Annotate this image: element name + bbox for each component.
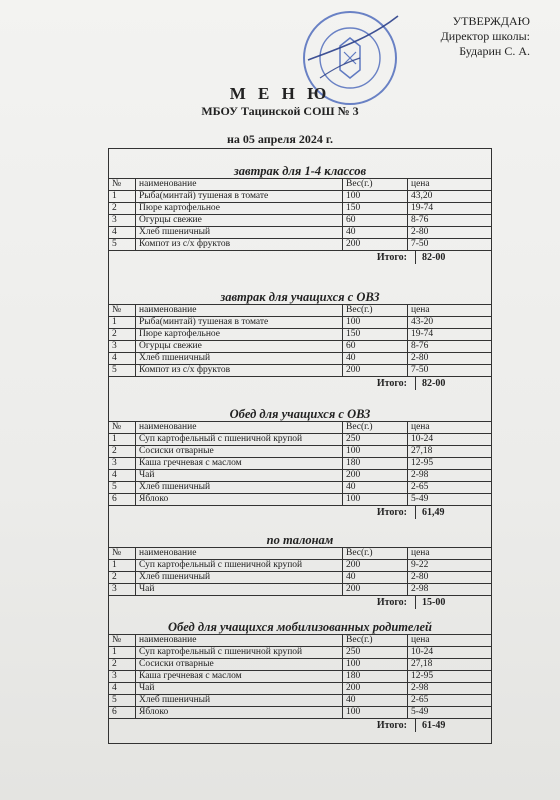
table-cell: Сосиски отварные bbox=[136, 659, 343, 671]
table-cell: 3 bbox=[109, 458, 136, 470]
table-cell: 2-80 bbox=[408, 353, 492, 365]
table-cell: 2-98 bbox=[408, 584, 492, 596]
table-cell: 2-65 bbox=[408, 695, 492, 707]
table-cell: Компот из с/х фруктов bbox=[136, 239, 343, 251]
column-header: наименование bbox=[136, 305, 343, 317]
table-row bbox=[109, 482, 492, 494]
total-value: 82-00 bbox=[415, 251, 462, 264]
section-title: Обед для учащихся с ОВЗ bbox=[229, 407, 371, 421]
column-header: № bbox=[109, 548, 136, 560]
table-cell: Каша гречневая с маслом bbox=[136, 671, 343, 683]
menu-section bbox=[108, 290, 492, 390]
table-header-row bbox=[109, 422, 492, 434]
table-cell: Суп картофельный с пшеничной крупой bbox=[136, 560, 343, 572]
menu-table bbox=[108, 634, 492, 719]
table-cell: 4 bbox=[109, 227, 136, 239]
section-title: по талонам bbox=[266, 533, 334, 547]
page-title: М Е Н Ю bbox=[229, 84, 331, 103]
table-cell: 2-80 bbox=[408, 572, 492, 584]
total-row bbox=[108, 719, 492, 732]
column-header: цена bbox=[408, 305, 492, 317]
table-cell: 3 bbox=[109, 341, 136, 353]
table-cell: 5-49 bbox=[408, 494, 492, 506]
table-cell: 200 bbox=[343, 365, 408, 377]
table-cell: 2 bbox=[109, 329, 136, 341]
table-row bbox=[109, 647, 492, 659]
table-cell: 1 bbox=[109, 647, 136, 659]
table-row bbox=[109, 494, 492, 506]
table-cell: 2 bbox=[109, 659, 136, 671]
menu-table bbox=[108, 304, 492, 377]
table-row bbox=[109, 671, 492, 683]
section-title: завтрак для учащихся с ОВЗ bbox=[220, 290, 380, 304]
approval-line: УТВЕРЖДАЮ bbox=[452, 14, 530, 28]
table-row bbox=[109, 470, 492, 482]
table-cell: 4 bbox=[109, 353, 136, 365]
table-cell: Рыба(минтай) тушеная в томате bbox=[136, 191, 343, 203]
column-header: наименование bbox=[136, 635, 343, 647]
table-cell: 12-95 bbox=[408, 671, 492, 683]
total-label: Итого: bbox=[376, 252, 407, 263]
total-row bbox=[108, 377, 492, 390]
table-cell: 10-24 bbox=[408, 647, 492, 659]
table-cell: 200 bbox=[343, 239, 408, 251]
table-cell: 5 bbox=[109, 482, 136, 494]
total-label: Итого: bbox=[376, 720, 407, 731]
table-cell: 4 bbox=[109, 470, 136, 482]
table-cell: 6 bbox=[109, 494, 136, 506]
column-header: № bbox=[109, 179, 136, 191]
table-cell: 2-98 bbox=[408, 683, 492, 695]
total-value: 15-00 bbox=[415, 596, 462, 609]
table-cell: 40 bbox=[343, 695, 408, 707]
menu-date: на 05 апреля 2024 г. bbox=[227, 132, 333, 146]
column-header: № bbox=[109, 422, 136, 434]
table-cell: Суп картофельный с пшеничной крупой bbox=[136, 647, 343, 659]
table-cell: 7-50 bbox=[408, 365, 492, 377]
menu-section bbox=[108, 533, 492, 609]
table-cell: 40 bbox=[343, 227, 408, 239]
table-row bbox=[109, 659, 492, 671]
table-cell: 27,18 bbox=[408, 446, 492, 458]
total-label: Итого: bbox=[376, 597, 407, 608]
total-label: Итого: bbox=[376, 507, 407, 518]
approval-name: Бударин С. А. bbox=[459, 44, 530, 58]
table-cell: 27,18 bbox=[408, 659, 492, 671]
table-cell: 2 bbox=[109, 203, 136, 215]
table-header-row bbox=[109, 305, 492, 317]
column-header: цена bbox=[408, 635, 492, 647]
table-cell: 40 bbox=[343, 353, 408, 365]
table-row bbox=[109, 446, 492, 458]
table-cell: 2-98 bbox=[408, 470, 492, 482]
table-cell: 3 bbox=[109, 584, 136, 596]
table-row bbox=[109, 203, 492, 215]
table-cell: 19-74 bbox=[408, 329, 492, 341]
table-cell: 2 bbox=[109, 572, 136, 584]
table-cell: Огурцы свежие bbox=[136, 215, 343, 227]
menu-table bbox=[108, 421, 492, 506]
total-value: 82-00 bbox=[415, 377, 462, 390]
table-row bbox=[109, 365, 492, 377]
total-value: 61-49 bbox=[415, 719, 462, 732]
table-cell: 5 bbox=[109, 365, 136, 377]
menu-section bbox=[108, 620, 492, 732]
table-cell: 150 bbox=[343, 329, 408, 341]
table-cell: Сосиски отварные bbox=[136, 446, 343, 458]
table-row bbox=[109, 560, 492, 572]
table-cell: Хлеб пшеничный bbox=[136, 227, 343, 239]
table-cell: Чай bbox=[136, 584, 343, 596]
table-cell: 100 bbox=[343, 494, 408, 506]
table-cell: 8-76 bbox=[408, 341, 492, 353]
table-cell: 100 bbox=[343, 707, 408, 719]
table-row bbox=[109, 329, 492, 341]
table-cell: Яблоко bbox=[136, 707, 343, 719]
section-title: Обед для учащихся мобилизованных родителей bbox=[168, 620, 432, 634]
table-row bbox=[109, 584, 492, 596]
table-cell: Суп картофельный с пшеничной крупой bbox=[136, 434, 343, 446]
table-cell: Компот из с/х фруктов bbox=[136, 365, 343, 377]
table-cell: 6 bbox=[109, 707, 136, 719]
table-cell: 2-80 bbox=[408, 227, 492, 239]
table-row bbox=[109, 239, 492, 251]
table-cell: 40 bbox=[343, 572, 408, 584]
menu-section bbox=[108, 164, 492, 264]
table-cell: 3 bbox=[109, 215, 136, 227]
column-header: Вес(г.) bbox=[343, 179, 408, 191]
table-row bbox=[109, 458, 492, 470]
table-cell: 4 bbox=[109, 683, 136, 695]
table-header-row bbox=[109, 635, 492, 647]
column-header: Вес(г.) bbox=[343, 305, 408, 317]
table-cell: 7-50 bbox=[408, 239, 492, 251]
table-cell: Хлеб пшеничный bbox=[136, 353, 343, 365]
table-cell: 60 bbox=[343, 341, 408, 353]
total-row bbox=[108, 596, 492, 609]
table-row bbox=[109, 191, 492, 203]
table-cell: 150 bbox=[343, 203, 408, 215]
table-row bbox=[109, 707, 492, 719]
table-cell: 10-24 bbox=[408, 434, 492, 446]
menu-section bbox=[108, 407, 492, 519]
column-header: цена bbox=[408, 179, 492, 191]
table-cell: Яблоко bbox=[136, 494, 343, 506]
total-row bbox=[108, 506, 492, 519]
total-label: Итого: bbox=[376, 378, 407, 389]
table-cell: Чай bbox=[136, 470, 343, 482]
column-header: Вес(г.) bbox=[343, 548, 408, 560]
table-cell: 1 bbox=[109, 317, 136, 329]
table-cell: 100 bbox=[343, 659, 408, 671]
school-name: МБОУ Тацинской СОШ № 3 bbox=[201, 104, 359, 118]
table-cell: 2 bbox=[109, 446, 136, 458]
table-cell: 12-95 bbox=[408, 458, 492, 470]
table-cell: 60 bbox=[343, 215, 408, 227]
table-cell: 1 bbox=[109, 434, 136, 446]
table-cell: 1 bbox=[109, 191, 136, 203]
table-cell: 200 bbox=[343, 470, 408, 482]
table-cell: Хлеб пшеничный bbox=[136, 572, 343, 584]
table-cell: Хлеб пшеничный bbox=[136, 695, 343, 707]
total-value: 61,49 bbox=[415, 506, 462, 519]
table-header-row bbox=[109, 179, 492, 191]
table-cell: 200 bbox=[343, 584, 408, 596]
table-cell: 40 bbox=[343, 482, 408, 494]
column-header: наименование bbox=[136, 179, 343, 191]
table-cell: 9-22 bbox=[408, 560, 492, 572]
table-row bbox=[109, 227, 492, 239]
table-cell: 2-65 bbox=[408, 482, 492, 494]
table-row bbox=[109, 695, 492, 707]
table-cell: Огурцы свежие bbox=[136, 341, 343, 353]
column-header: цена bbox=[408, 548, 492, 560]
section-title: завтрак для 1-4 классов bbox=[233, 164, 367, 178]
table-row bbox=[109, 572, 492, 584]
table-cell: 200 bbox=[343, 683, 408, 695]
column-header: № bbox=[109, 635, 136, 647]
table-cell: 100 bbox=[343, 446, 408, 458]
table-cell: 250 bbox=[343, 647, 408, 659]
table-cell: 180 bbox=[343, 671, 408, 683]
column-header: Вес(г.) bbox=[343, 422, 408, 434]
table-row bbox=[109, 434, 492, 446]
table-row bbox=[109, 317, 492, 329]
table-cell: 180 bbox=[343, 458, 408, 470]
menu-table bbox=[108, 547, 492, 596]
column-header: наименование bbox=[136, 548, 343, 560]
table-cell: Хлеб пшеничный bbox=[136, 482, 343, 494]
table-cell: 5-49 bbox=[408, 707, 492, 719]
table-cell: 200 bbox=[343, 560, 408, 572]
table-cell: 3 bbox=[109, 671, 136, 683]
table-cell: Чай bbox=[136, 683, 343, 695]
table-cell: 100 bbox=[343, 317, 408, 329]
table-row bbox=[109, 353, 492, 365]
column-header: № bbox=[109, 305, 136, 317]
table-cell: Рыба(минтай) тушеная в томате bbox=[136, 317, 343, 329]
column-header: Вес(г.) bbox=[343, 635, 408, 647]
table-cell: 8-76 bbox=[408, 215, 492, 227]
table-row bbox=[109, 215, 492, 227]
table-row bbox=[109, 683, 492, 695]
table-cell: 19-74 bbox=[408, 203, 492, 215]
total-row bbox=[108, 251, 492, 264]
table-cell: Пюре картофельное bbox=[136, 203, 343, 215]
table-cell: 250 bbox=[343, 434, 408, 446]
table-cell: Каша гречневая с маслом bbox=[136, 458, 343, 470]
table-cell: 1 bbox=[109, 560, 136, 572]
table-cell: 43,20 bbox=[408, 191, 492, 203]
column-header: цена bbox=[408, 422, 492, 434]
column-header: наименование bbox=[136, 422, 343, 434]
approval-block bbox=[390, 14, 530, 59]
table-cell: Пюре картофельное bbox=[136, 329, 343, 341]
table-cell: 43-20 bbox=[408, 317, 492, 329]
approval-director: Директор школы: bbox=[440, 29, 530, 43]
table-row bbox=[109, 341, 492, 353]
table-cell: 5 bbox=[109, 695, 136, 707]
table-cell: 100 bbox=[343, 191, 408, 203]
table-cell: 5 bbox=[109, 239, 136, 251]
table-header-row bbox=[109, 548, 492, 560]
menu-table bbox=[108, 178, 492, 251]
